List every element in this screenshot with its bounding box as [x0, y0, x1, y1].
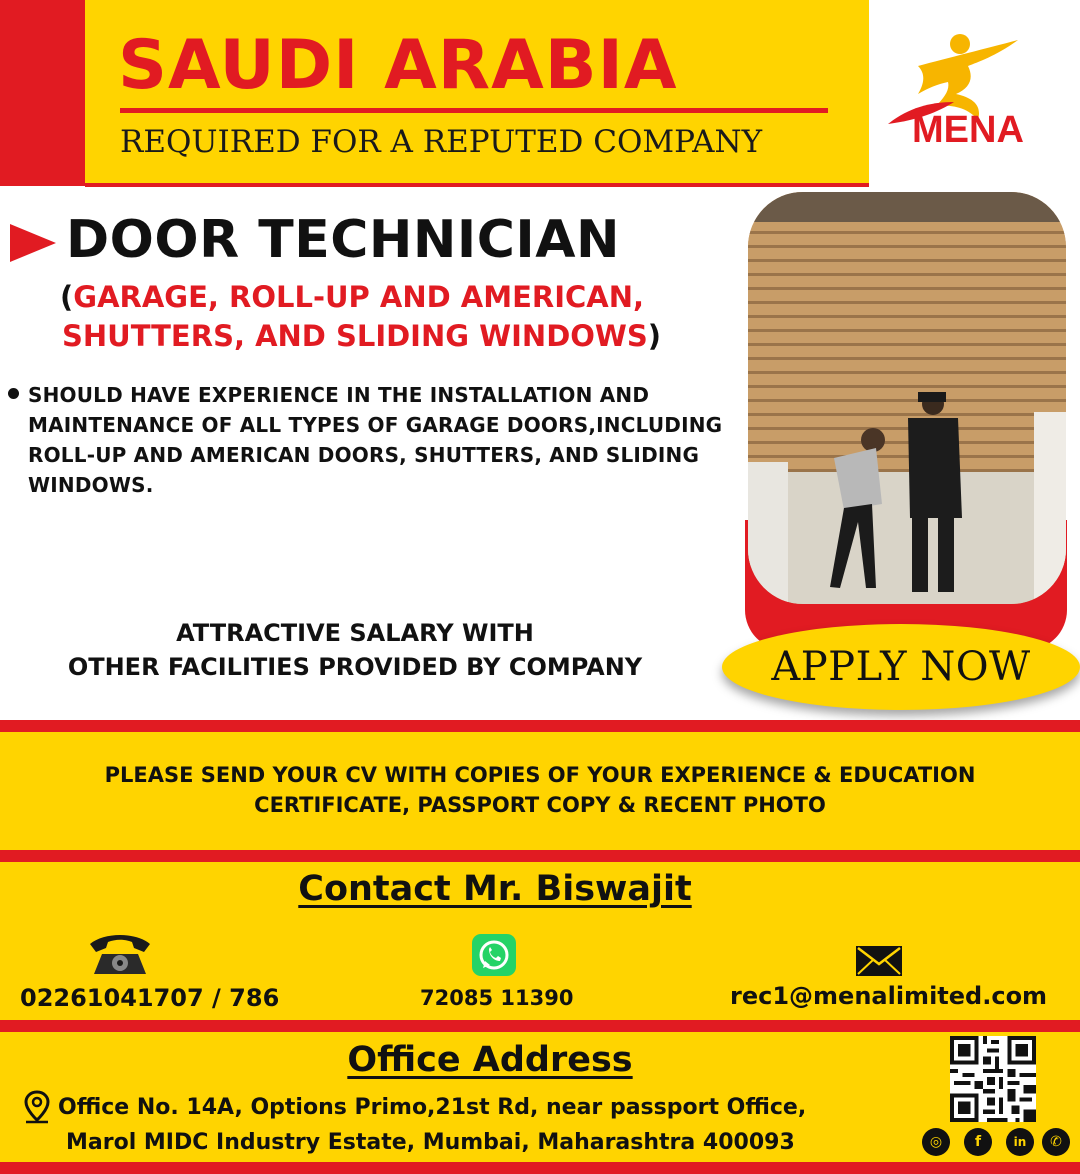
apply-now-button[interactable]: APPLY NOW	[722, 624, 1080, 710]
whatsapp-number[interactable]: 72085 11390	[420, 986, 574, 1010]
job-title: DOOR TECHNICIAN	[66, 210, 621, 270]
office-title: Office Address	[347, 1040, 633, 1080]
address-line-1: Office No. 14A, Options Primo,21st Rd, near passport Office,	[58, 1095, 807, 1120]
address-line-2: Marol MIDC Industry Estate, Mumbai, Maharashtra 400093	[66, 1130, 795, 1155]
qr-code[interactable]	[950, 1036, 1036, 1122]
instructions-line-1: PLEASE SEND YOUR CV WITH COPIES OF YOUR EXPERIENCE & EDUCATION	[104, 763, 976, 787]
technicians-photo	[748, 192, 1066, 604]
mail-icon	[856, 946, 902, 976]
play-arrow-icon	[10, 224, 56, 262]
instagram-icon[interactable]: ◎	[922, 1128, 950, 1156]
title-underline	[120, 108, 828, 113]
contact-title: Contact Mr. Biswajit	[298, 869, 692, 909]
page-subtitle: REQUIRED FOR A REPUTED COMPANY	[120, 124, 763, 160]
footer-bar	[0, 1162, 1080, 1174]
salary-line-1: ATTRACTIVE SALARY WITH	[176, 619, 534, 647]
job-description: SHOULD HAVE EXPERIENCE IN THE INSTALLATION AND MAINTENANCE OF ALL TYPES OF GARAGE DOORS,INCLUDING ROLL-UP AND AMERICAN DOORS, SHUTTERS, AND SLIDING WINDOWS.	[28, 383, 723, 497]
specialties-line-1: GARAGE, ROLL-UP AND AMERICAN,	[73, 280, 645, 314]
page-title: SAUDI ARABIA	[118, 26, 678, 105]
header-divider	[85, 183, 869, 187]
open-paren: (	[60, 280, 74, 314]
instructions-line-2: CERTIFICATE, PASSPORT COPY & RECENT PHOTO	[254, 793, 826, 817]
office-address	[58, 1090, 918, 1160]
job-specialties	[60, 278, 710, 356]
divider-bar	[0, 850, 1080, 862]
divider-bar	[0, 720, 1080, 732]
location-pin-icon	[22, 1090, 52, 1124]
salary-line-2: OTHER FACILITIES PROVIDED BY COMPANY	[67, 653, 643, 681]
logo-text: MENA	[912, 109, 1024, 151]
salary-note	[10, 616, 700, 684]
phone-number[interactable]: 02261041707 / 786	[20, 984, 280, 1012]
telephone-icon	[84, 930, 156, 978]
cv-instructions	[20, 760, 1060, 820]
header-red-block	[0, 0, 85, 186]
close-paren: )	[647, 319, 662, 353]
divider-bar	[0, 1020, 1080, 1032]
whatsapp-icon	[472, 934, 516, 976]
bullet-icon	[8, 388, 19, 399]
specialties-line-2: SHUTTERS, AND SLIDING WINDOWS	[62, 319, 648, 353]
whatsapp-social-icon[interactable]: ✆	[1042, 1128, 1070, 1156]
email-address[interactable]: rec1@menalimited.com	[730, 982, 1048, 1010]
facebook-icon[interactable]: f	[964, 1128, 992, 1156]
linkedin-icon[interactable]: in	[1006, 1128, 1034, 1156]
